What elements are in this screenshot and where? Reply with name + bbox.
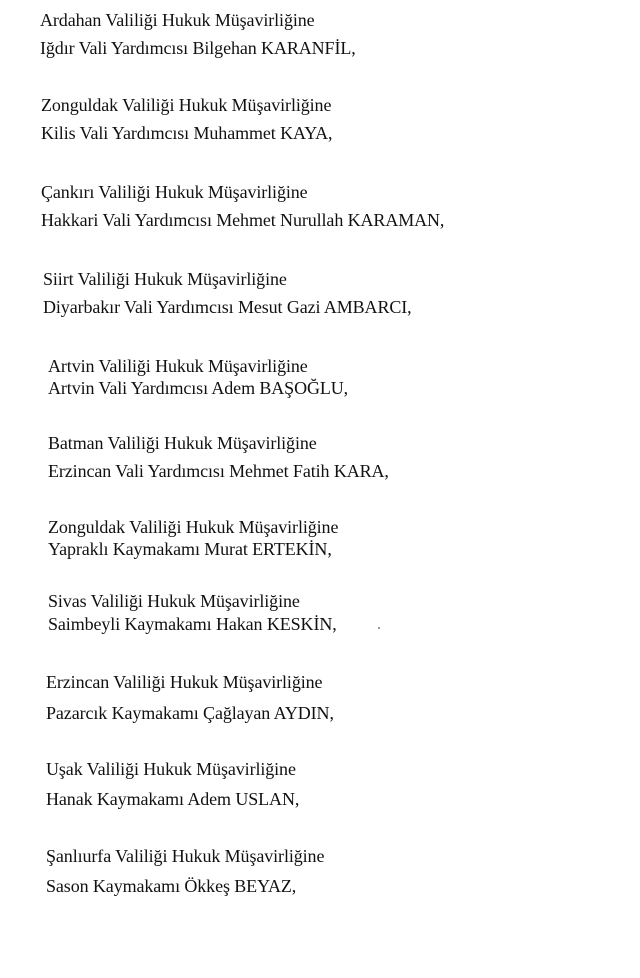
appointment-title: Uşak Valiliği Hukuk Müşavirliğine xyxy=(46,759,296,779)
appointee-name: Hakkari Vali Yardımcısı Mehmet Nurullah KARAMAN, xyxy=(41,210,445,230)
appointment-entry xyxy=(0,591,640,634)
appointment-entry xyxy=(0,10,640,58)
appointee-name: Saimbeyli Kaymakamı Hakan KESKİN, xyxy=(48,614,337,634)
appointment-entry xyxy=(0,95,640,143)
appointment-entry xyxy=(0,846,640,896)
appointee-name: Erzincan Vali Yardımcısı Mehmet Fatih KARA, xyxy=(48,461,389,481)
appointment-title: Zonguldak Valiliği Hukuk Müşavirliğine xyxy=(41,95,332,115)
appointment-title: Sivas Valiliği Hukuk Müşavirliğine xyxy=(48,591,300,611)
appointee-name: Kilis Vali Yardımcısı Muhammet KAYA, xyxy=(41,123,333,143)
appointee-name: Hanak Kaymakamı Adem USLAN, xyxy=(46,789,300,809)
appointment-title: Siirt Valiliği Hukuk Müşavirliğine xyxy=(43,269,287,289)
appointment-entry xyxy=(0,672,640,723)
appointment-title: Batman Valiliği Hukuk Müşavirliğine xyxy=(48,433,317,453)
appointment-title: Artvin Valiliği Hukuk Müşavirliğine xyxy=(48,356,308,376)
appointment-entry xyxy=(0,433,640,481)
appointee-name: Pazarcık Kaymakamı Çağlayan AYDIN, xyxy=(46,703,334,723)
appointment-entry xyxy=(0,182,640,230)
appointment-title: Şanlıurfa Valiliği Hukuk Müşavirliğine xyxy=(46,846,325,866)
appointment-title: Çankırı Valiliği Hukuk Müşavirliğine xyxy=(41,182,308,202)
appointment-entry xyxy=(0,759,640,809)
appointee-name: Artvin Vali Yardımcısı Adem BAŞOĞLU, xyxy=(48,378,349,398)
appointment-title: Zonguldak Valiliği Hukuk Müşavirliğine xyxy=(48,517,339,537)
appointment-entry xyxy=(0,357,640,398)
appointee-name: Sason Kaymakamı Ökkeş BEYAZ, xyxy=(46,876,297,896)
appointee-name: Iğdır Vali Yardımcısı Bilgehan KARANFİL, xyxy=(40,38,356,58)
appointment-title: Ardahan Valiliği Hukuk Müşavirliğine xyxy=(40,10,315,30)
appointee-name: Yapraklı Kaymakamı Murat ERTEKİN, xyxy=(48,539,332,559)
appointment-title: Erzincan Valiliği Hukuk Müşavirliğine xyxy=(46,672,323,692)
appointment-entry xyxy=(0,517,640,559)
appointment-entry xyxy=(0,269,640,317)
appointee-name: Diyarbakır Vali Yardımcısı Mesut Gazi AMBARCI, xyxy=(43,297,412,317)
scan-speck xyxy=(378,627,380,629)
